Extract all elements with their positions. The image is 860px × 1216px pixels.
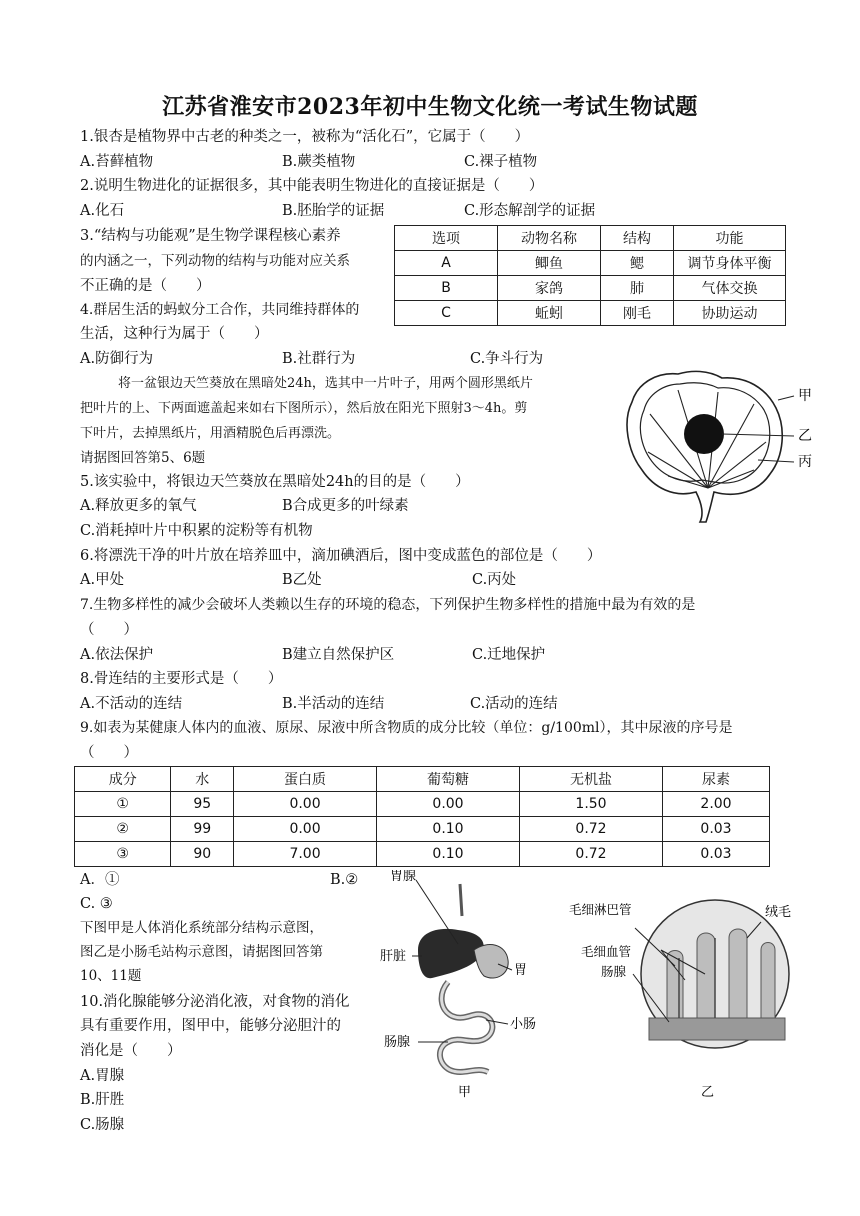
label-xueguan: 毛细血管 [581,944,632,959]
intro-10-11-line-2: 图乙是小肠毛站构示意图，请据图回答第 [80,944,323,960]
table-cell: 肺 [601,276,674,301]
composition-table [74,766,770,867]
label-ganzang: 肝脏 [380,949,407,964]
q4-option-a: A.防御行为 [80,351,154,367]
intro-10-11-line-3: 10、11题 [80,968,142,984]
q7-option-b: B建立自然保护区 [282,647,395,663]
q8-option-c: C.活动的连结 [470,696,558,712]
question-8-stem: 8.骨连结的主要形式是（ ） [80,671,283,687]
table-cell: 2.00 [662,792,769,817]
intro-5-6-line-2: 把叶片的上、下两面遮盖起来如右下图所示），然后放在阳光下照射3～4h。剪 [80,401,528,416]
caption-jia: 甲 [458,1085,472,1100]
table-cell: 0.00 [234,792,377,817]
table-cell: 0.10 [377,817,520,842]
table-header-cell: 选项 [395,226,498,251]
intro-5-6-line-1: 将一盆银边天竺葵放在黑暗处24h，选其中一片叶子，用两个圆形黑纸片 [118,376,533,391]
q9-option-a: A．① [80,872,120,888]
intestinal-villus-diagram [565,898,805,1103]
q2-option-a: A.化石 [80,203,125,219]
table-cell: ① [75,792,171,817]
table-cell: 0.00 [234,817,377,842]
question-4-line-1: 4.群居生活的蚂蚁分工合作，共同维持群体的 [80,302,360,318]
q2-option-b: B.胚胎学的证据 [282,203,385,219]
table-cell: 刚毛 [601,301,674,326]
question-10-line-2: 具有重要作用，图甲中，能够分泌胆汁的 [80,1018,341,1034]
table-cell: 鳃 [601,251,674,276]
intro-10-11-line-1: 下图甲是人体消化系统部分结构示意图， [80,920,323,936]
table-row [395,276,786,301]
digestive-system-diagram [378,870,558,1102]
table-cell: 蚯蚓 [498,301,601,326]
table-cell: 0.03 [662,817,769,842]
page-title: 江苏省淮安市2023年初中生物文化统一考试生物试题 [162,94,698,120]
table-header-cell: 尿素 [662,767,769,792]
table-header-cell: 水 [171,767,234,792]
intro-5-6-line-4: 请据图回答第5、6题 [80,450,206,466]
table-cell: 0.03 [662,842,769,867]
label-changxian-yi: 肠腺 [601,964,627,979]
caption-yi: 乙 [701,1085,715,1100]
table-cell: 95 [171,792,234,817]
question-10-line-1: 10.消化腺能够分泌消化液，对食物的消化 [80,994,350,1010]
question-10-line-3: 消化是（ ） [80,1043,182,1059]
q9-option-c: C. ③ [80,896,113,912]
leaf-diagram [618,362,818,527]
table-cell: 0.10 [377,842,520,867]
table-cell: ② [75,817,171,842]
label-linbaguan: 毛细淋巴管 [569,902,632,917]
question-2-stem: 2.说明生物进化的证据很多，其中能表明生物进化的直接证据是（ ） [80,178,544,194]
leaf-label-bing: 丙 [798,454,812,470]
table-cell: 家鸽 [498,276,601,301]
q6-option-c: C.丙处 [472,572,517,588]
question-1-stem: 1.银杏是植物界中古老的种类之一，被称为“活化石”，它属于（ ） [80,129,530,145]
table-cell: 调节身体平衡 [674,251,786,276]
table-cell: 90 [171,842,234,867]
question-3-line-2: 的内涵之一，下列动物的结构与功能对应关系 [80,253,350,269]
table-header-cell: 葡萄糖 [377,767,520,792]
q10-option-a: A.胃腺 [80,1068,125,1084]
table-header-cell: 动物名称 [498,226,601,251]
question-9-line-1: 9.如表为某健康人体内的血液、原尿、尿液中所含物质的成分比较（单位：g/100ml），其中尿液的序号是 [80,720,733,736]
table-cell: A [395,251,498,276]
table-cell: ③ [75,842,171,867]
q9-option-b: B.② [330,872,359,888]
q1-option-c: C.裸子植物 [464,154,538,170]
q2-option-c: C.形态解剖学的证据 [464,203,596,219]
table-cell: 0.72 [520,817,663,842]
leaf-label-jia: 甲 [798,388,812,404]
table-cell: 气体交换 [674,276,786,301]
label-weixian: 胃腺 [390,870,417,884]
q5-option-c: C.消耗掉叶片中积累的淀粉等有机物 [80,523,313,539]
table-row [75,792,770,817]
table-cell: 99 [171,817,234,842]
table-header-cell: 蛋白质 [234,767,377,792]
q6-option-a: A.甲处 [80,572,125,588]
label-wei: 胃 [514,963,528,978]
table-cell: 鲫鱼 [498,251,601,276]
table-cell: 协助运动 [674,301,786,326]
table-cell: 1.50 [520,792,663,817]
table-header-cell: 成分 [75,767,171,792]
q4-option-c: C.争斗行为 [470,351,544,367]
table-header-cell: 功能 [674,226,786,251]
table-row [395,251,786,276]
question-5-stem: 5.该实验中，将银边天竺葵放在黑暗处24h的目的是（ ） [80,474,470,490]
intro-5-6-line-3: 下叶片，去掉黑纸片，用酒精脱色后再漂洗。 [80,426,341,441]
table-row [395,301,786,326]
table-cell: B [395,276,498,301]
table-cell: C [395,301,498,326]
table-header-cell: 无机盐 [520,767,663,792]
table-header-row [75,767,770,792]
table-header-row [395,226,786,251]
q5-option-a: A.释放更多的氧气 [80,498,197,514]
table-header-cell: 结构 [601,226,674,251]
question-6-stem: 6.将漂洗干净的叶片放在培养皿中，滴加碘酒后，图中变成蓝色的部位是（ ） [80,548,602,564]
question-4-line-2: 生活，这种行为属于（ ） [80,326,269,342]
table-cell: 0.72 [520,842,663,867]
q8-option-b: B.半活动的连结 [282,696,385,712]
question-7-line-1: 7.生物多样性的减少会破坏人类赖以生存的环境的稳态，下列保护生物多样性的措施中最为有效的是 [80,597,696,613]
q1-option-a: A.苔藓植物 [80,154,154,170]
leaf-label-yi: 乙 [798,428,812,444]
structure-function-table [394,225,786,326]
label-rongmao: 绒毛 [765,905,792,920]
table-row [75,817,770,842]
question-3-line-3: 不正确的是（ ） [80,278,211,294]
q8-option-a: A.不活动的连结 [80,696,183,712]
label-changxian: 肠腺 [384,1035,411,1050]
q10-option-c: C.肠腺 [80,1117,125,1133]
q10-option-b: B.肝胜 [80,1092,125,1108]
table-cell: 0.00 [377,792,520,817]
q7-option-a: A.依法保护 [80,647,154,663]
q6-option-b: B乙处 [282,572,322,588]
question-9-line-2: （ ） [80,745,138,761]
table-cell: 7.00 [234,842,377,867]
label-xiaochang: 小肠 [510,1017,537,1032]
question-3-line-1: 3.“结构与功能观”是生物学课程核心素养 [80,228,341,244]
q4-option-b: B.社群行为 [282,351,356,367]
q7-option-c: C.迁地保护 [472,647,546,663]
q1-option-b: B.蕨类植物 [282,154,356,170]
table-row [75,842,770,867]
q5-option-b: B合成更多的叶绿素 [282,498,409,514]
question-7-line-2: （ ） [80,622,138,638]
